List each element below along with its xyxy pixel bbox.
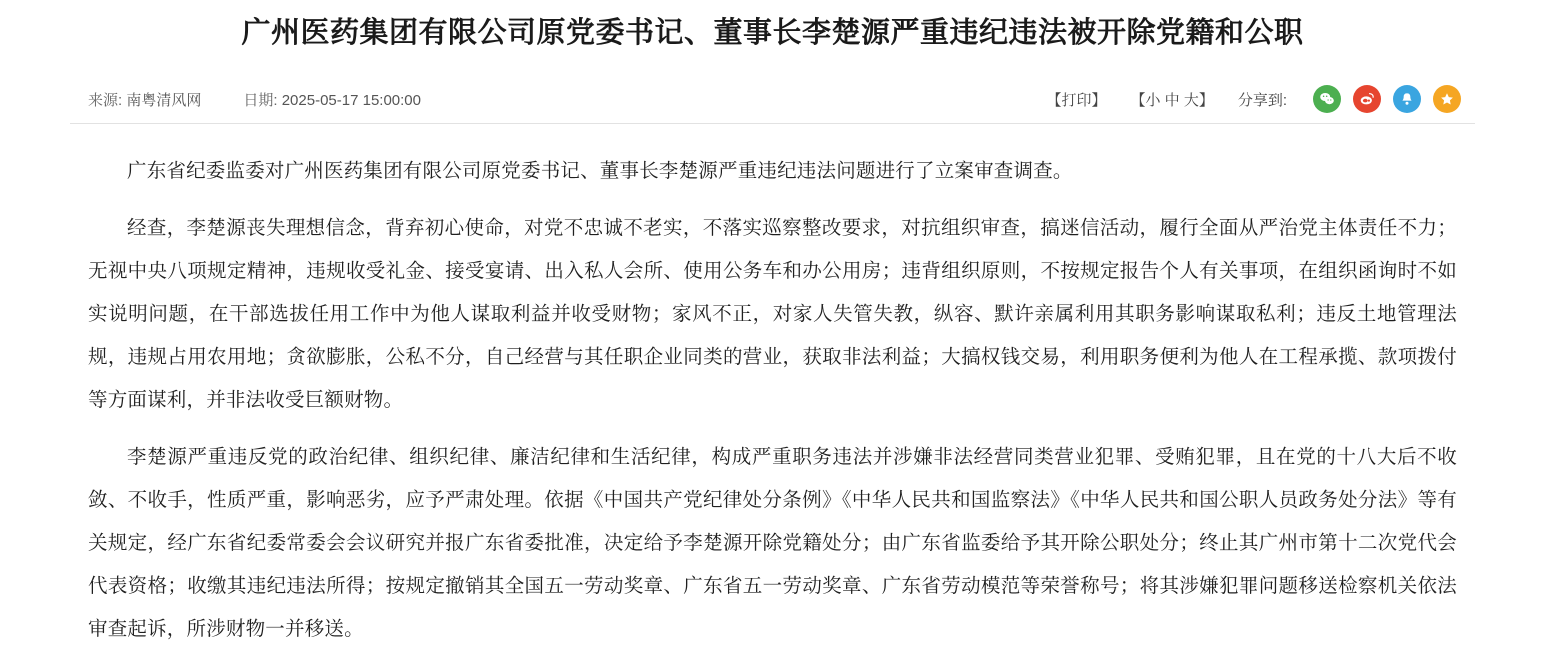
article-paragraph: 广东省纪委监委对广州医药集团有限公司原党委书记、董事长李楚源严重违纪违法问题进行了立案审查调查。	[127, 160, 1073, 183]
article-date	[243, 89, 421, 110]
date-value: 2025-05-17 15:00:00	[281, 91, 421, 109]
date-label: 日期:	[243, 91, 278, 109]
bell-icon[interactable]	[1393, 85, 1421, 113]
article-paragraph: 经查，李楚源丧失理想信念，背弃初心使命，对党不忠诚不老实，不落实巡察整改要求，对抗组织审查，搞迷信活动，履行全面从严治党主体责任不力；无视中央八项规定精神，违规收受礼金、接受宴请、出入私人会所、使用公务车和办公用房；违背组织原则，不按规定报告个人有关事项，在组织函询时不如实说明问题，在干部选拔任用工作中为他人谋取利益并收受财物；家风不正，对家人失管失教，纵容、默许亲属利用其职务影响谋取私利；违反土地管理法规，违规占用农用地；贪欲膨胀，公私不分，自己经营与其任职企业同类的营业，获取非法利益；大搞权钱交易，利用职务便利为他人在工程承揽、款项拨付等方面谋利，并非法收受巨额财物。	[88, 217, 1457, 412]
meta-right-group	[1046, 85, 1475, 113]
share-label: 分享到:	[1237, 91, 1287, 109]
weibo-icon[interactable]	[1353, 85, 1381, 113]
wechat-icon[interactable]	[1313, 85, 1341, 113]
article-source	[88, 89, 201, 110]
meta-left-group	[70, 89, 421, 110]
article-paragraph: 李楚源严重违反党的政治纪律、组织纪律、廉洁纪律和生活纪律，构成严重职务违法并涉嫌非法经营同类营业犯罪、受贿犯罪，且在党的十八大后不收敛、不收手，性质严重，影响恶劣，应予严肃处理。依据《中国共产党纪律处分条例》《中华人民共和国监察法》《中华人民共和国公职人员政务处分法》等有关规定，经广东省纪委常委会会议研究并报广东省委批准，决定给予李楚源开除党籍处分；由广东省监委给予其开除公职处分；终止其广州市第十二次党代会代表资格；收缴其违纪违法所得；按规定撤销其全国五一劳动奖章、广东省五一劳动奖章、广东省劳动模范等荣誉称号；将其涉嫌犯罪问题移送检察机关依法审查起诉，所涉财物一并移送。	[88, 446, 1457, 641]
font-size-switcher[interactable]: 【小 中 大】	[1130, 91, 1214, 109]
source-value: 南粤清风网	[126, 91, 202, 109]
article-meta-bar	[70, 75, 1475, 124]
print-button[interactable]: 【打印】	[1046, 91, 1107, 109]
share-icon-group	[1313, 85, 1461, 113]
article-body	[70, 150, 1475, 651]
source-label: 来源:	[88, 91, 123, 109]
star-icon[interactable]	[1433, 85, 1461, 113]
page-title: 广州医药集团有限公司原党委书记、董事长李楚源严重违纪违法被开除党籍和公职	[241, 17, 1304, 49]
